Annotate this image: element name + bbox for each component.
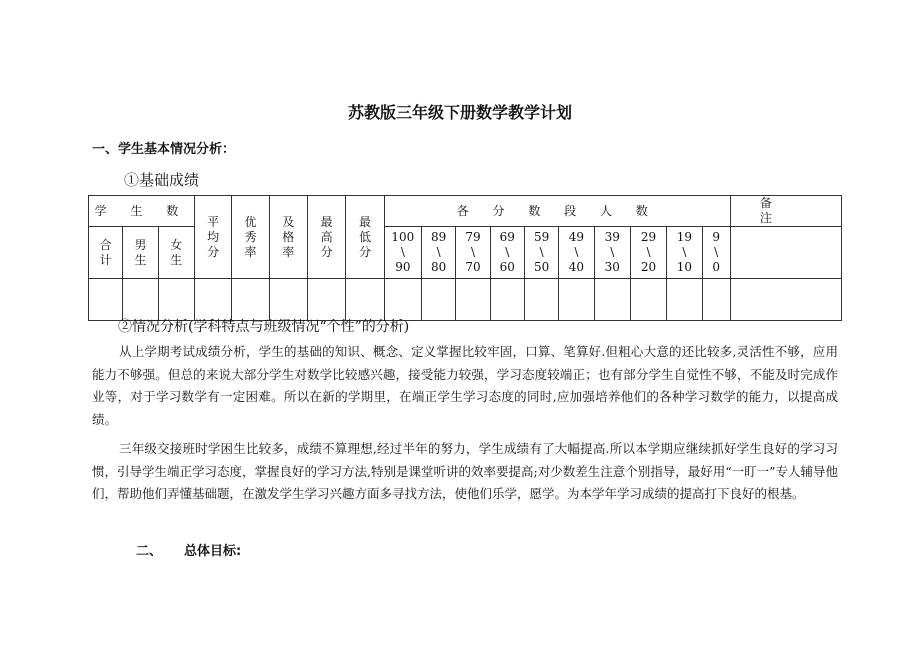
data-cell — [559, 279, 594, 321]
data-cell — [89, 279, 123, 321]
paragraph-analysis-1: 从上学期考试成绩分析，学生的基础的知识、概念、定义掌握比较牢固，口算、笔算好.但粗心大意的还比较多,灵活性不够，应用能力不够强。但总的来说大部分学生对数学比较感兴趣，接受能力较强，学习态度较端正；也有部分学生自觉性不够，不能及时完成作业等，对于学习数学有一定困难。所以在新的学期里，在端正学生学习态度的同时,应加强培养他们的各种学习数学的能力，以提高成绩。 — [92, 344, 838, 427]
band-69-60: 69 \ 60 — [490, 227, 524, 279]
data-cell — [524, 279, 558, 321]
data-cell — [456, 279, 490, 321]
band-49-40: 49 \ 40 — [559, 227, 594, 279]
band-9-0: 9 \ 0 — [702, 227, 730, 279]
header-pass-rate: 及 格 率 — [269, 196, 307, 279]
header-remarks: 备 注 — [730, 196, 841, 227]
band-19-10: 19 \ 10 — [667, 227, 702, 279]
section-number: 二、 — [136, 544, 163, 559]
data-cell — [594, 279, 630, 321]
band-39-30: 39 \ 30 — [594, 227, 630, 279]
band-79-70: 79 \ 70 — [456, 227, 490, 279]
subheading-situation-analysis: ②情况分析(学科特点与班级情况“个性”的分析) — [118, 319, 410, 335]
section-heading-text: 总体目标: — [184, 544, 242, 559]
header-score-bands: 各 分 数 段 人 数 — [384, 196, 730, 227]
section-heading-overall-goals — [136, 540, 241, 559]
header-excellent-rate: 优 秀 率 — [232, 196, 269, 279]
band-29-20: 29 \ 20 — [630, 227, 666, 279]
data-cell — [194, 279, 231, 321]
data-cell — [630, 279, 666, 321]
section-heading-student-analysis: 一、学生基本情况分析： — [92, 142, 236, 157]
header-boys: 男 生 — [123, 227, 158, 279]
data-cell — [123, 279, 158, 321]
header-student-count: 学 生 数 — [89, 196, 195, 227]
page-title: 苏教版三年级下册数学教学计划 — [347, 103, 572, 122]
data-cell — [346, 279, 384, 321]
subheading-basic-scores: ①基础成绩 — [124, 171, 200, 189]
data-cell — [158, 279, 194, 321]
header-lowest: 最 低 分 — [346, 196, 384, 279]
data-cell — [702, 279, 730, 321]
band-100-90: 100 \ 90 — [384, 227, 421, 279]
score-table — [88, 195, 842, 321]
data-cell — [232, 279, 269, 321]
header-average: 平 均 分 — [194, 196, 231, 279]
data-cell — [490, 279, 524, 321]
data-cell — [730, 279, 841, 321]
remarks-cell — [730, 227, 841, 279]
header-total: 合 计 — [89, 227, 123, 279]
data-cell — [422, 279, 456, 321]
data-cell — [269, 279, 307, 321]
band-59-50: 59 \ 50 — [524, 227, 558, 279]
header-girls: 女 生 — [158, 227, 194, 279]
data-cell — [667, 279, 702, 321]
data-cell — [384, 279, 421, 321]
header-highest: 最 高 分 — [307, 196, 345, 279]
data-cell — [307, 279, 345, 321]
band-89-80: 89 \ 80 — [422, 227, 456, 279]
paragraph-analysis-2: 三年级交接班时学困生比较多，成绩不算理想,经过半年的努力，学生成绩有了大幅提高.所以本学期应继续抓好学生良好的学习习惯，引导学生端正学习态度，掌握良好的学习方法,特别是课堂听讲的效率要提高;对少数差生注意个别指导，最好用“一盯一”专人辅导他们，帮助他们弄懂基础题，在激发学生学习兴趣方面多寻找方法，使他们乐学，愿学。为本学年学习成绩的提高打下良好的根基。 — [92, 441, 838, 501]
